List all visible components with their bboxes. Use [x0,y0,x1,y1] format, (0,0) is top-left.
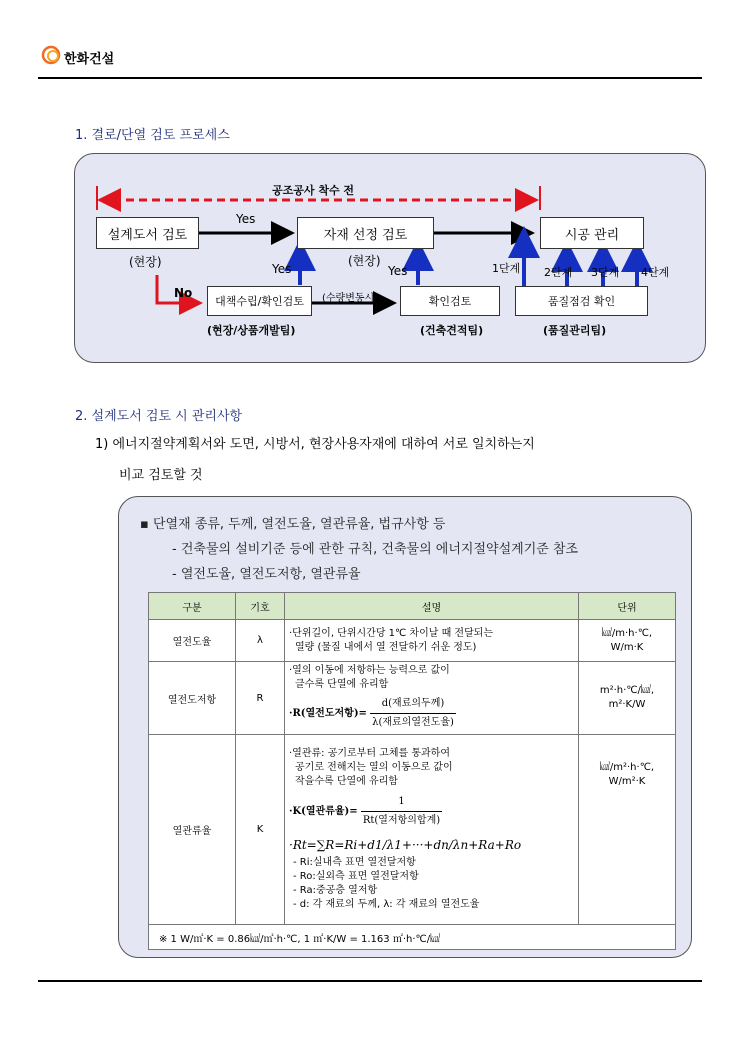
resistance-formula: ·R(열전도저항)= $\frac{\text{d(재료의두께)}}{\text{λ(재료의열전도율)}}$ [289,695,574,732]
row-name: 열관류율 [149,735,236,925]
header-symbol: 기호 [236,593,285,620]
row-description: ·열의 이동에 저항하는 능력으로 값이 클수록 단열에 유리함 ·R(열전도저항)= $\frac{\text{d(재료의두께)}}{\text{λ(재료의열전도율)}}$ [285,662,579,735]
footnote: ※ 1 W/㎡·K = 0.86㎉/㎡·h·℃, 1 ㎡·K/W = 1.163 ㎡·h·℃/㎉ [149,925,676,950]
row-description: ·단위길이, 단위시간당 1℃ 차이날 때 전달되는 열량 (물질 내에서 열 전달하기 쉬운 정도) [285,620,579,662]
yes-label-3: Yes [388,264,408,278]
qty-change-label: (수량변동시) [322,293,379,304]
bullet-square-icon: ▪ [140,517,153,532]
row-symbol: K [236,735,285,925]
quality-check-box: 품질점검 확인 [515,286,648,316]
team-label-3: (품질관리팀) [543,324,607,337]
row-name: 열전도저항 [149,662,236,735]
table-header-row [149,593,676,620]
item1-line2: 비교 검토할 것 [119,468,203,483]
table-footnote-row [149,925,676,950]
table-row [149,662,676,735]
header-unit: 단위 [579,593,676,620]
stage3-label: 3단계 [591,266,620,279]
table-row [149,735,676,925]
company-name: 한화건설 [64,52,115,67]
design-review-box: 설계도서 검토 [96,217,199,249]
stage2-label: 2단계 [544,266,573,279]
material-review-box: 자재 선정 검토 [297,217,434,249]
yes-label-2: Yes [272,262,292,276]
construction-mgmt-box: 시공 관리 [540,217,644,249]
banner-label: 공조공사 착수 전 [272,184,355,197]
dash-line-2: - 열전도율, 열전도저항, 열관류율 [172,567,361,582]
site-label-2: (현장) [348,254,381,268]
row-symbol: R [236,662,285,735]
spec-table [148,592,676,950]
countermeasure-box: 대책수립/확인검토 [207,286,312,316]
row-name: 열전도율 [149,620,236,662]
row-description: ·열관류: 공기로부터 고체를 통과하여 공기로 전해지는 열의 이동으로 값이 작을수록 단열에 유리함 ·K(열관류율)= $\frac{1}{\text{Rt(열저항의합계)}}$ ·Rt=∑R=Ri+d1/λ1+···+dn/λn+Ra+Ro - Ri:실내측 표면 열전달저항 - Ro:실외측 표면 열전달저항 - Ra:중공층 열저항 - d: 각 재료의 두께, λ: 각 재료의 열전도율 [285,735,579,925]
header-category: 구분 [149,593,236,620]
transmittance-formula: ·K(열관류율)= $\frac{1}{\text{Rt(열저항의합계)}}$ [289,793,574,830]
section2-title: 2. 설계도서 검토 시 관리사항 [75,409,243,424]
site-label-1: (현장) [129,255,162,269]
team-label-1: (현장/상품개발팀) [207,324,296,337]
header-description: 설명 [285,593,579,620]
item1-line1: 1) 에너지절약계획서와 도면, 시방서, 현장사용자재에 대하여 서로 일치하는지 [95,437,535,452]
row-unit: ㎉/m²·h·℃, W/m²·K [579,735,676,925]
row-symbol: λ [236,620,285,662]
process-diagram-lines [0,0,740,400]
check-review-box: 확인검토 [400,286,500,316]
yes-label-1: Yes [236,212,256,226]
dash-line-1: - 건축물의 설비기준 등에 관한 규칙, 건축물의 에너지절약설계기준 참조 [172,542,579,557]
footer-rule [38,980,702,982]
row-unit: m²·h·℃/㎉, m²·K/W [579,662,676,735]
team-label-2: (건축견적팀) [420,324,484,337]
rt-formula: ·Rt=∑R=Ri+d1/λ1+···+dn/λn+Ra+Ro [289,838,522,852]
table-row [149,620,676,662]
section1-title: 1. 결로/단열 검토 프로세스 [75,128,230,143]
no-label: No [174,286,193,300]
stage4-label: 4단계 [641,266,670,279]
bullet-line: ▪ 단열재 종류, 두께, 열전도율, 열관류율, 법규사항 등 [140,517,446,532]
stage1-label: 1단계 [492,262,521,275]
row-unit: ㎉/m·h·℃, W/m·K [579,620,676,662]
